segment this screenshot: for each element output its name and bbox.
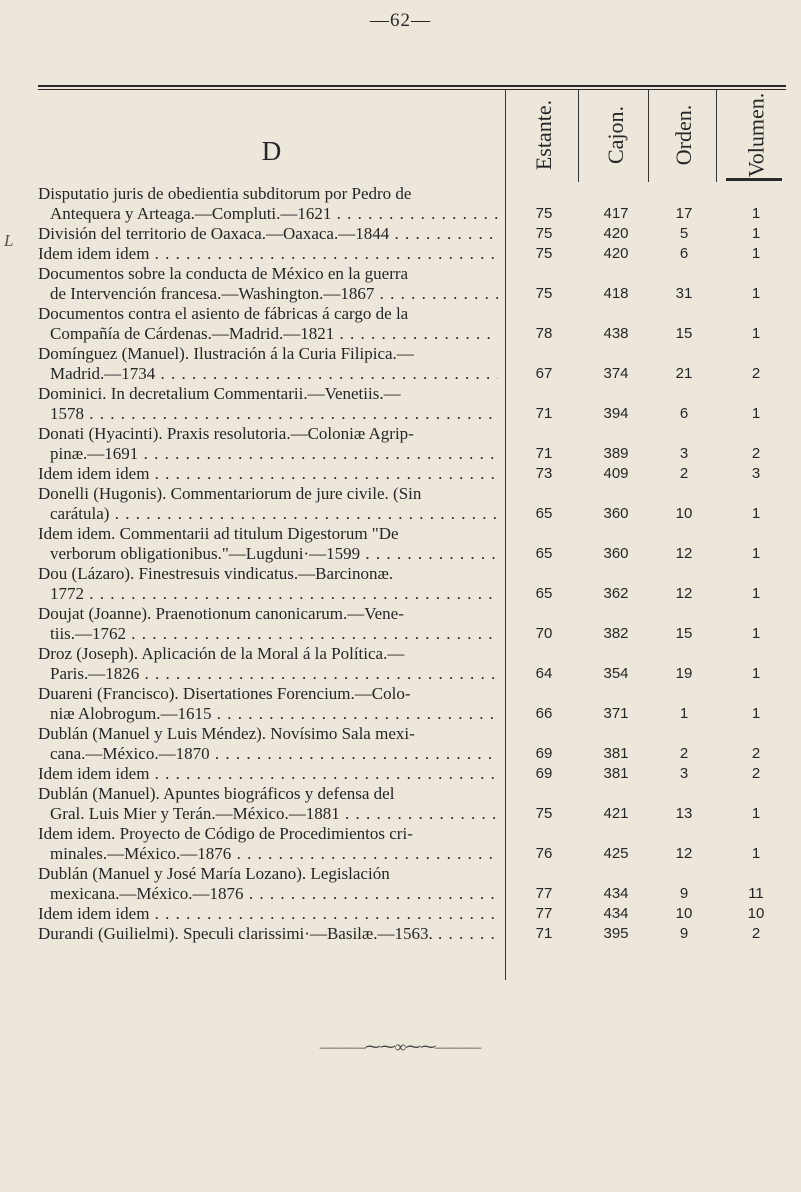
entry-line: Durandi (Guilielmi). Speculi clarissimi·—Basilæ.—1563. . . . (38, 924, 498, 944)
cell-cajon: 417 (603, 205, 629, 222)
entry-line: Antequera y Arteaga.—Compluti.—1621 . . . (38, 204, 498, 224)
entry-description (38, 724, 498, 764)
column-header-orden: Orden. (671, 104, 697, 166)
cell-orden: 6 (679, 245, 689, 262)
entry-description (38, 784, 498, 824)
cell-orden: 12 (675, 845, 693, 862)
cell-orden: 3 (679, 765, 689, 782)
entry-line: de Intervención francesa.—Washington.—1867 . . . (38, 284, 498, 304)
entry-description (38, 184, 498, 224)
cell-orden: 9 (679, 925, 689, 942)
entry-line: Duareni (Francisco). Disertationes Forencium.—Colo- (38, 684, 411, 703)
entry-line: Doujat (Joanne). Praenotionum canonicarum.—Vene- (38, 604, 404, 623)
cell-estante: 73 (535, 465, 553, 482)
entry-line: Idem idem idem . . . (38, 764, 498, 784)
entry-line: Compañía de Cárdenas.—Madrid.—1821 . . . (38, 324, 498, 344)
cell-orden: 15 (675, 625, 693, 642)
entry-line: Idem idem idem . . . (38, 464, 498, 484)
entry-description (38, 904, 498, 924)
table-row (38, 724, 786, 764)
cell-cajon: 381 (603, 745, 629, 762)
entry-line: Dominici. In decretalium Commentarii.—Venetiis.— (38, 384, 401, 403)
entry-description (38, 384, 498, 424)
cell-cajon: 389 (603, 445, 629, 462)
cell-volumen: 1 (751, 805, 761, 822)
cell-volumen: 1 (751, 625, 761, 642)
cell-estante: 64 (535, 665, 553, 682)
entry-line: Madrid.—1734 . . . (38, 364, 498, 384)
cell-cajon: 354 (603, 665, 629, 682)
cell-volumen: 2 (751, 765, 761, 782)
table-row (38, 644, 786, 684)
entry-line: pinæ.—1691 . . . (38, 444, 498, 464)
cell-volumen: 1 (751, 705, 761, 722)
entry-line: 1578 . . . (38, 404, 498, 424)
cell-volumen: 1 (751, 585, 761, 602)
table-row (38, 604, 786, 644)
cell-volumen: 1 (751, 665, 761, 682)
table-row (38, 684, 786, 724)
cell-cajon: 421 (603, 805, 629, 822)
cell-volumen: 2 (751, 445, 761, 462)
cell-cajon: 382 (603, 625, 629, 642)
column-divider (578, 90, 579, 182)
table-row (38, 424, 786, 464)
entry-line: Gral. Luis Mier y Terán.—México.—1881 . . . (38, 804, 498, 824)
entry-line: Disputatio juris de obedientia subditorum por Pedro de (38, 184, 412, 203)
entry-line: Paris.—1826 . . . (38, 664, 498, 684)
entry-description (38, 464, 498, 484)
cell-cajon: 395 (603, 925, 629, 942)
table-row (38, 464, 786, 484)
column-underline (726, 178, 782, 181)
entry-line: Donelli (Hugonis). Commentariorum de jure civile. (Sin (38, 484, 422, 503)
cell-estante: 75 (535, 805, 553, 822)
table-row (38, 244, 786, 264)
cell-estante: 71 (535, 445, 553, 462)
entry-line: Idem idem. Commentarii ad titulum Digestorum "De (38, 524, 399, 543)
cell-orden: 31 (675, 285, 693, 302)
column-header-cajon: Cajon. (603, 105, 628, 165)
entry-description (38, 764, 498, 784)
table-row (38, 904, 786, 924)
entry-line: 1772 . . . (38, 584, 498, 604)
cell-cajon: 371 (603, 705, 629, 722)
table-row (38, 484, 786, 524)
cell-orden: 15 (675, 325, 693, 342)
cell-volumen: 1 (751, 285, 761, 302)
cell-estante: 71 (535, 405, 553, 422)
cell-volumen: 11 (748, 885, 764, 902)
cell-volumen: 1 (751, 505, 761, 522)
column-header-estante: Estante. (531, 99, 557, 171)
cell-orden: 3 (679, 445, 689, 462)
entry-line: niæ Alobrogum.—1615 . . . (38, 704, 498, 724)
column-header-volumen: Volumen. (743, 92, 769, 178)
entry-description (38, 864, 498, 904)
entry-line: Documentos contra el asiento de fábricas á cargo de la (38, 304, 409, 323)
cell-cajon: 420 (603, 245, 629, 262)
cell-estante: 75 (535, 285, 553, 302)
cell-volumen: 1 (751, 325, 761, 342)
cell-volumen: 2 (751, 925, 761, 942)
entry-line: Documentos sobre la conducta de México en la guerra (38, 264, 409, 283)
entry-description (38, 344, 498, 384)
cell-estante: 65 (535, 545, 553, 562)
cell-estante: 77 (535, 885, 553, 902)
entry-line: Dou (Lázaro). Finestresuis vindicatus.—Barcinonæ. (38, 564, 394, 583)
cell-estante: 65 (535, 505, 553, 522)
cell-cajon: 418 (603, 285, 629, 302)
entry-line: Idem idem. Proyecto de Código de Procedimientos cri- (38, 824, 413, 843)
cell-volumen: 2 (751, 745, 761, 762)
cell-estante: 69 (535, 765, 553, 782)
cell-cajon: 434 (603, 905, 629, 922)
table-row (38, 784, 786, 824)
cell-orden: 6 (679, 405, 689, 422)
table-row (38, 384, 786, 424)
column-divider (648, 90, 649, 182)
entry-description (38, 304, 498, 344)
cell-orden: 17 (675, 205, 693, 222)
catalog-table (38, 184, 786, 944)
cell-estante: 78 (535, 325, 553, 342)
table-row (38, 564, 786, 604)
cell-orden: 2 (679, 745, 689, 762)
cell-cajon: 394 (603, 405, 629, 422)
table-row (38, 304, 786, 344)
cell-cajon: 434 (603, 885, 629, 902)
entry-line: División del territorio de Oaxaca.—Oaxaca.—1844 . . . (38, 224, 498, 244)
cell-orden: 21 (675, 365, 693, 382)
cell-cajon: 360 (603, 505, 629, 522)
table-row (38, 764, 786, 784)
entry-description (38, 824, 498, 864)
entry-description (38, 484, 498, 524)
top-rule (38, 85, 786, 87)
cell-volumen: 1 (751, 225, 761, 242)
cell-estante: 65 (535, 585, 553, 602)
entry-description (38, 264, 498, 304)
ornament-divider: ———⁓⁓∞⁓⁓——— (319, 1039, 481, 1056)
entry-line: Idem idem idem . . . (38, 244, 498, 264)
table-row (38, 224, 786, 244)
entry-description (38, 224, 498, 244)
top-rule-thin (38, 89, 786, 90)
table-row (38, 184, 786, 224)
page-number: —62— (370, 10, 431, 31)
cell-estante: 76 (535, 845, 553, 862)
entry-description (38, 244, 498, 264)
entry-description (38, 924, 498, 944)
cell-orden: 5 (679, 225, 689, 242)
margin-annotation: L (4, 231, 14, 250)
cell-estante: 67 (535, 365, 553, 382)
cell-estante: 69 (535, 745, 553, 762)
cell-cajon: 362 (603, 585, 629, 602)
cell-orden: 10 (675, 505, 693, 522)
table-header (38, 92, 786, 178)
table-row (38, 264, 786, 304)
entry-line: Dublán (Manuel). Apuntes biográficos y defensa del (38, 784, 395, 803)
entry-description (38, 564, 498, 604)
cell-volumen: 10 (747, 905, 765, 922)
cell-estante: 70 (535, 625, 553, 642)
entry-description (38, 604, 498, 644)
entry-line: minales.—México.—1876 . . . (38, 844, 498, 864)
cell-cajon: 420 (603, 225, 629, 242)
cell-volumen: 1 (751, 405, 761, 422)
cell-estante: 66 (535, 705, 553, 722)
cell-orden: 9 (679, 885, 689, 902)
cell-orden: 10 (675, 905, 693, 922)
section-letter: D (261, 136, 282, 166)
cell-estante: 75 (535, 225, 553, 242)
cell-estante: 75 (535, 245, 553, 262)
cell-estante: 77 (535, 905, 553, 922)
entry-description (38, 424, 498, 464)
table-row (38, 344, 786, 384)
cell-volumen: 1 (751, 545, 761, 562)
cell-cajon: 438 (603, 325, 629, 342)
cell-orden: 13 (675, 805, 693, 822)
table-row (38, 864, 786, 904)
cell-cajon: 409 (603, 465, 629, 482)
entry-line: Dublán (Manuel y Luis Méndez). Novísimo Sala mexi- (38, 724, 415, 743)
cell-orden: 19 (675, 665, 693, 682)
cell-volumen: 1 (751, 205, 761, 222)
table-row (38, 524, 786, 564)
entry-line: Domínguez (Manuel). Ilustración á la Curia Filipica.— (38, 344, 414, 363)
cell-orden: 12 (675, 585, 693, 602)
entry-line: Dublán (Manuel y José María Lozano). Legislación (38, 864, 390, 883)
entry-line: cana.—México.—1870 . . . (38, 744, 498, 764)
entry-description (38, 684, 498, 724)
cell-cajon: 360 (603, 545, 629, 562)
entry-description (38, 644, 498, 684)
entry-line: carátula) . . . (38, 504, 498, 524)
cell-orden: 2 (679, 465, 689, 482)
entry-line: Donati (Hyacinti). Praxis resolutoria.—Coloniæ Agrip- (38, 424, 414, 443)
cell-orden: 12 (675, 545, 693, 562)
entry-line: Droz (Joseph). Aplicación de la Moral á la Política.— (38, 644, 405, 663)
cell-volumen: 1 (751, 845, 761, 862)
cell-orden: 1 (679, 705, 689, 722)
cell-cajon: 425 (603, 845, 629, 862)
cell-cajon: 374 (603, 365, 629, 382)
table-row (38, 824, 786, 864)
entry-description (38, 524, 498, 564)
cell-volumen: 3 (751, 465, 761, 482)
entry-line: Idem idem idem . . . (38, 904, 498, 924)
cell-estante: 71 (535, 925, 553, 942)
cell-estante: 75 (535, 205, 553, 222)
cell-volumen: 2 (751, 365, 761, 382)
table-row (38, 924, 786, 944)
entry-line: tiis.—1762 . . . (38, 624, 498, 644)
cell-volumen: 1 (751, 245, 761, 262)
cell-cajon: 381 (603, 765, 629, 782)
column-divider (716, 90, 717, 182)
entry-line: verborum obligationibus."—Lugduni·—1599 . . . (38, 544, 498, 564)
entry-line: mexicana.—México.—1876 . . . (38, 884, 498, 904)
